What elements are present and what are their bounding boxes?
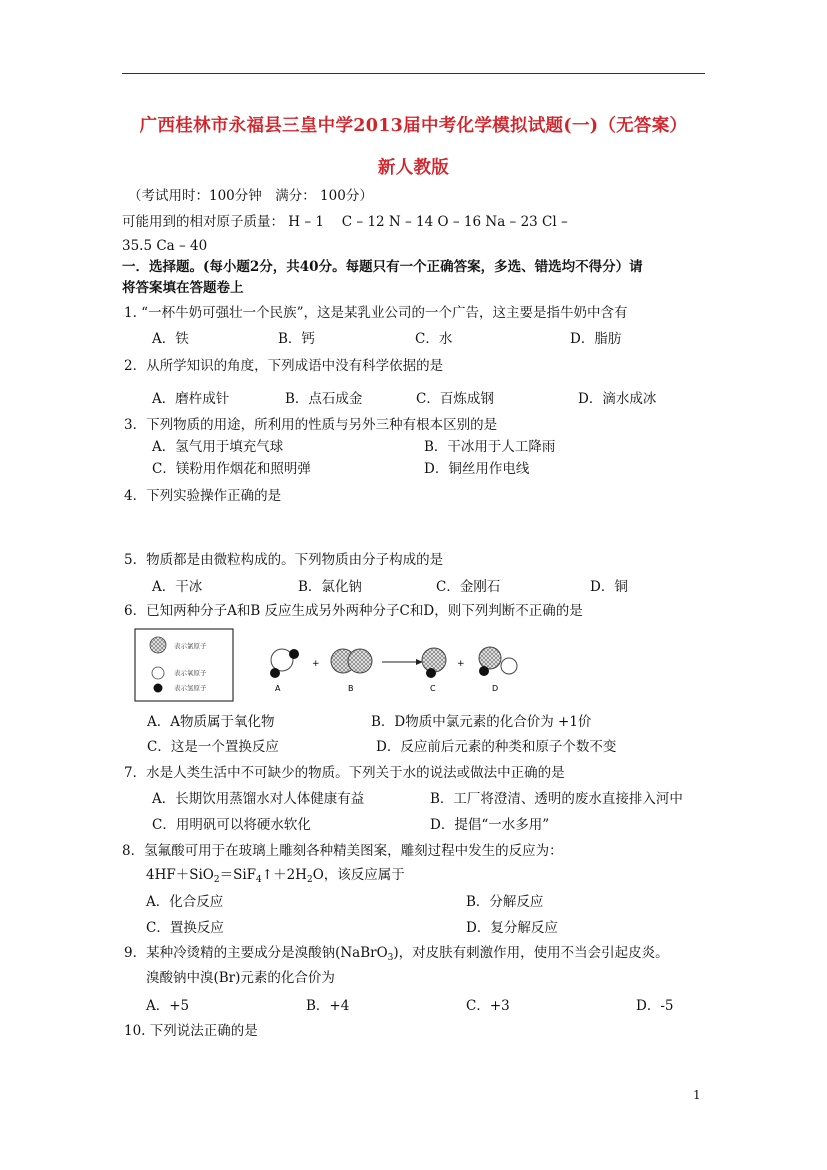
q5-option-d: D．铜 — [590, 579, 628, 595]
q7-stem: 7．水是人类生活中不可缺少的物质。下列关于水的说法或做法中正确的是 — [124, 765, 565, 781]
document-title: 广西桂林市永福县三皇中学2013届中考化学模拟试题(一)（无答案） — [139, 116, 688, 136]
q3-option-d: D．铜丝用作电线 — [424, 461, 530, 477]
header-rule — [122, 73, 705, 74]
q5-option-b: B．氯化钠 — [298, 579, 362, 595]
svg-text:表示氧原子: 表示氧原子 — [174, 669, 207, 677]
svg-text:表示氢原子: 表示氢原子 — [174, 684, 207, 692]
label-d: D — [492, 684, 499, 693]
q5-option-a: A．干冰 — [152, 579, 203, 595]
atomic-mass-line1: 可能用到的相对原子质量： H – 1 C – 12 N – 14 O – 16 Na – 23 Cl – — [122, 214, 568, 230]
q3-option-a: A．氢气用于填充气球 — [152, 439, 284, 455]
q10-stem: 10. 下列说法正确的是 — [124, 1023, 258, 1039]
q2-option-a: A．磨杵成针 — [152, 391, 230, 407]
q7-option-d: D．提倡“一水多用” — [430, 817, 550, 833]
label-b: B — [348, 684, 354, 693]
q2-option-c: C．百炼成钢 — [416, 391, 494, 407]
label-c: C — [430, 684, 436, 693]
plus-sign-2: + — [457, 659, 465, 669]
q1-option-a: A．铁 — [152, 331, 189, 347]
q3-option-b: B．干冰用于人工降雨 — [424, 439, 556, 455]
q8-option-c: C．置换反应 — [146, 920, 224, 936]
q2-option-d: D．滴水成冰 — [578, 391, 657, 407]
q9-option-a: A．+5 — [146, 998, 190, 1014]
q7-option-c: C．用明矾可以将硬水软化 — [152, 817, 311, 833]
atomic-mass-line2: 35.5 Ca – 40 — [122, 238, 208, 254]
page-number: 1 — [693, 1088, 701, 1102]
q9-stem: 9．某种冷烫精的主要成分是溴酸钠(NaBrO$_3$)，对皮肤有刺激作用，使用不当会引起皮炎。 — [124, 945, 669, 963]
q9-stem-line2: 溴酸钠中溴(Br)元素的化合价为 — [146, 970, 335, 986]
q3-option-c: C．镁粉用作烟花和照明弹 — [152, 461, 311, 477]
section-heading-line1: 一．选择题。(每小题2分，共40分。每题只有一个正确答案，多选、错选均不得分）请 — [122, 259, 643, 275]
q9-option-c: C．+3 — [466, 998, 510, 1014]
q5-option-c: C．金刚石 — [436, 579, 501, 595]
molecule-reaction-diagram — [134, 628, 534, 704]
q7-option-a: A．长期饮用蒸馏水对人体健康有益 — [152, 791, 365, 807]
q8-option-d: D．复分解反应 — [466, 920, 558, 936]
svg-text:表示氯原子: 表示氯原子 — [174, 642, 207, 650]
document-subtitle: 新人教版 — [377, 158, 450, 178]
q8-option-b: B．分解反应 — [466, 894, 544, 910]
q1-stem: 1. “一杯牛奶可强壮一个民族”，这是某乳业公司的一个广告，这主要是指牛奶中含有 — [124, 305, 628, 321]
q1-option-b: B．钙 — [278, 331, 315, 347]
molecule-a — [270, 649, 299, 693]
plus-sign: + — [312, 659, 320, 669]
q6-option-a: A．A物质属于氧化物 — [147, 714, 275, 730]
q1-option-d: D．脂肪 — [570, 331, 622, 347]
q6-stem: 6．已知两种分子A和B 反应生成另外两种分子C和D，则下列判断不正确的是 — [124, 603, 583, 619]
molecule-b — [331, 649, 372, 693]
molecule-c — [422, 648, 446, 693]
q5-stem: 5．物质都是由微粒构成的。下列物质由分子构成的是 — [124, 552, 444, 568]
q8-option-a: A．化合反应 — [146, 894, 224, 910]
q7-option-b: B．工厂将澄清、透明的废水直接排入河中 — [430, 791, 683, 807]
q8-equation: $4HF+SiO_2=SiF_4↑+2H_2O$，该反应属于 — [146, 867, 405, 885]
q9-option-b: B．+4 — [306, 998, 350, 1014]
molecule-d — [479, 647, 517, 693]
q6-option-c: C．这是一个置换反应 — [147, 739, 279, 755]
label-a: A — [275, 684, 281, 693]
exam-info: （考试用时：100分钟 满分： 100分） — [128, 188, 373, 204]
q9-option-d: D．-5 — [636, 998, 674, 1014]
section-heading-line2: 将答案填在答题卷上 — [122, 280, 244, 296]
q8-stem: 8．氢氟酸可用于在玻璃上雕刻各种精美图案，雕刻过程中发生的反应为： — [122, 843, 563, 859]
q2-stem: 2．从所学知识的角度，下列成语中没有科学依据的是 — [124, 358, 444, 374]
q3-stem: 3．下列物质的用途，所利用的性质与另外三种有根本区别的是 — [124, 417, 498, 433]
q2-option-b: B．点石成金 — [285, 391, 363, 407]
q4-stem: 4．下列实验操作正确的是 — [124, 488, 282, 504]
q1-option-c: C．水 — [415, 331, 453, 347]
q6-option-b: B．D物质中氯元素的化合价为 +1价 — [371, 714, 592, 730]
q6-option-d: D．反应前后元素的种类和原子个数不变 — [376, 739, 617, 755]
